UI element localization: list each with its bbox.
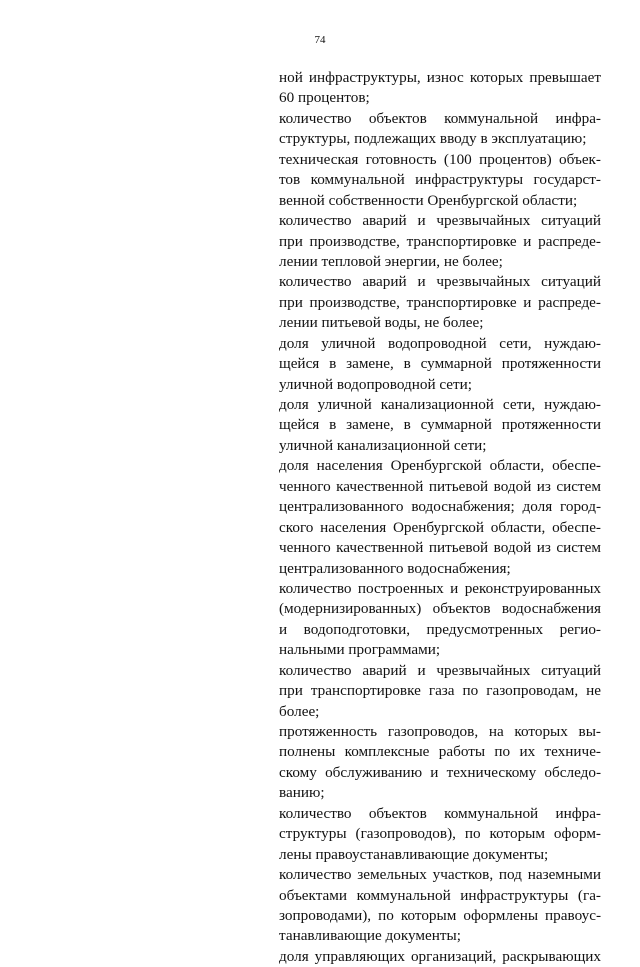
text-line: (модернизированных) объектов водоснабжения (279, 600, 601, 618)
text-line: объектами коммунальной инфраструктуры (га- (279, 886, 601, 904)
text-line: более; (279, 702, 320, 720)
text-line: полнены комплексные работы по их техниче- (279, 743, 601, 761)
text-line: количество аварий и чрезвычайных ситуаций (279, 273, 601, 291)
text-line: количество объектов коммунальной инфра- (279, 804, 601, 822)
text-line: доля населения Оренбургской области, обеспе- (279, 457, 601, 475)
text-line: ченного качественной питьевой водой из систем (279, 539, 601, 557)
text-line: техническая готовность (100 процентов) объек- (279, 150, 601, 168)
text-line: щейся в замене, в суммарной протяженности (279, 416, 601, 434)
text-line: нальными программами; (279, 641, 441, 659)
text-line: количество аварий и чрезвычайных ситуаций (279, 661, 601, 679)
text-line: количество объектов коммунальной инфра- (279, 109, 601, 127)
text-line: лении тепловой энергии, не более; (279, 252, 503, 270)
text-line: количество построенных и реконструированных (279, 579, 601, 597)
list-paragraph (279, 865, 601, 947)
list-paragraph (279, 109, 601, 150)
text-line: тов коммунальной инфраструктуры государст- (279, 171, 601, 189)
text-line: танавливающие документы; (279, 927, 461, 945)
text-line: ченного качественной питьевой водой из систем (279, 477, 601, 495)
text-line: уличной канализационной сети; (279, 436, 487, 454)
text-line: при транспортировке газа по газопроводам, не (279, 682, 601, 700)
text-line: зопроводами), по которым оформлены правоус- (279, 906, 601, 924)
text-line: 60 процентов; (279, 89, 370, 107)
list-paragraph (279, 661, 601, 722)
text-line: щейся в замене, в суммарной протяженности (279, 355, 601, 373)
text-line: уличной водопроводной сети; (279, 375, 473, 393)
list-paragraph (279, 579, 601, 661)
text-line: ского населения Оренбургской области, обеспе- (279, 518, 601, 536)
list-paragraph (279, 211, 601, 272)
text-line: доля уличной водопроводной сети, нуждаю- (279, 334, 601, 352)
text-line: ной инфраструктуры, износ которых превышает (279, 69, 601, 86)
text-line: доля уличной канализационной сети, нуждаю- (279, 396, 601, 413)
list-paragraph (279, 804, 601, 865)
text-line: и водоподготовки, предусмотренных регио- (279, 620, 601, 638)
text-line: при производстве, транспортировке и распреде- (279, 293, 601, 311)
list-paragraph (279, 150, 601, 211)
list-paragraph (279, 395, 601, 456)
text-line: лены правоустанавливающие документы; (279, 845, 549, 863)
text-line: количество аварий и чрезвычайных ситуаций (279, 212, 601, 230)
list-paragraph (279, 68, 601, 109)
text-line: количество земельных участков, под наземными (279, 866, 601, 884)
text-line: венной собственности Оренбургской области; (279, 191, 578, 209)
document-text-column (279, 68, 601, 967)
text-line: протяженность газопроводов, на которых вы- (279, 723, 601, 740)
text-line: доля управляющих организаций, раскрывающих (279, 947, 601, 965)
list-paragraph (279, 456, 601, 579)
text-line: ванию; (279, 784, 325, 802)
list-paragraph (279, 272, 601, 333)
list-paragraph (279, 334, 601, 395)
text-line: при производстве, транспортировке и распреде- (279, 232, 601, 250)
text-line: структуры, подлежащих вводу в эксплуатацию; (279, 130, 587, 148)
text-line: структуры (газопроводов), по которым оформ- (279, 825, 601, 843)
list-paragraph (279, 722, 601, 804)
text-line: централизованного водоснабжения; доля город- (279, 498, 601, 516)
page-number: 74 (314, 34, 326, 46)
text-line: скому обслуживанию и техническому обследо- (279, 763, 601, 781)
list-paragraph (279, 947, 601, 967)
text-line: лении питьевой воды, не более; (279, 314, 484, 332)
text-line: централизованного водоснабжения; (279, 559, 511, 577)
